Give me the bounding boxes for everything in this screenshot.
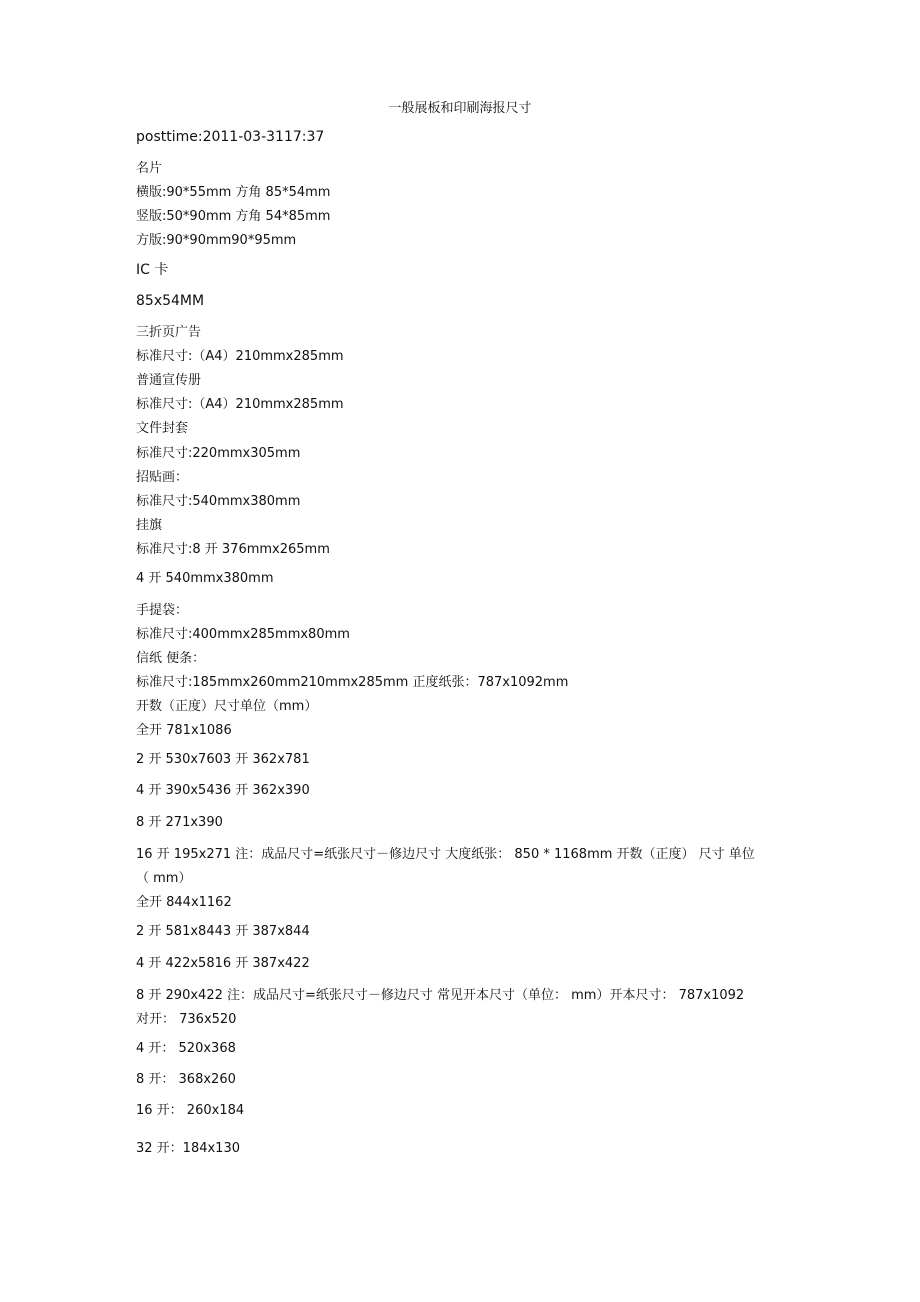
text-line: 文件封套 (136, 421, 189, 436)
text-line: （ mm） (136, 871, 192, 886)
text-line: 三折页广告 (136, 325, 202, 340)
text-line: 标准尺寸:（A4）210mmx285mm (136, 349, 344, 364)
text-line: 8 开 271x390 (136, 815, 223, 830)
text-line: 手提袋： (136, 603, 189, 618)
text-line: 竖版:50*90mm 方角 54*85mm (136, 209, 331, 224)
text-line: 4 开： 520x368 (136, 1041, 236, 1056)
text-line: 开数（正度）尺寸单位（mm） (136, 699, 318, 714)
text-line: 标准尺寸:8 开 376mmx265mm (136, 542, 330, 557)
text-line: 挂旗 (136, 518, 163, 533)
text-line: 85x54MM (136, 293, 205, 309)
text-line: 2 开 530x7603 开 362x781 (136, 752, 310, 767)
text-line: 普通宣传册 (136, 373, 202, 388)
text-line: 标准尺寸:220mmx305mm (136, 446, 301, 461)
text-line: 名片 (136, 161, 163, 176)
text-line: 8 开： 368x260 (136, 1072, 236, 1087)
text-line: 全开 781x1086 (136, 723, 232, 738)
text-line: 标准尺寸:540mmx380mm (136, 494, 301, 509)
text-line: 8 开 290x422 注：成品尺寸=纸张尺寸－修边尺寸 常见开本尺寸（单位： mm）开本尺寸： 787x1092 (136, 988, 745, 1003)
text-line: 32 开：184x130 (136, 1141, 240, 1156)
text-line: 16 开： 260x184 (136, 1103, 245, 1118)
text-line: 对开： 736x520 (136, 1012, 237, 1027)
text-line: 标准尺寸:（A4）210mmx285mm (136, 397, 344, 412)
text-line: 全开 844x1162 (136, 895, 232, 910)
text-line: 方版:90*90mm90*95mm (136, 233, 297, 248)
text-line: 招贴画： (136, 470, 189, 485)
text-line: 标准尺寸:400mmx285mmx80mm (136, 627, 350, 642)
text-line: 横版:90*55mm 方角 85*54mm (136, 185, 331, 200)
text-line: IC 卡 (136, 262, 169, 278)
text-line: 2 开 581x8443 开 387x844 (136, 924, 310, 939)
text-line: 4 开 422x5816 开 387x422 (136, 956, 310, 971)
text-line: 标准尺寸:185mmx260mm210mmx285mm 正度纸张：787x1092mm (136, 675, 569, 690)
text-line: 4 开 540mmx380mm (136, 571, 274, 586)
text-line: 信纸 便条： (136, 651, 206, 666)
document-title: 一般展板和印刷海报尺寸 (388, 101, 532, 116)
post-time: posttime:2011-03-3117:37 (136, 129, 325, 145)
text-line: 4 开 390x5436 开 362x390 (136, 783, 310, 798)
text-line: 16 开 195x271 注：成品尺寸=纸张尺寸－修边尺寸 大度纸张： 850 * 1168mm 开数（正度） 尺寸 单位 (136, 847, 755, 862)
